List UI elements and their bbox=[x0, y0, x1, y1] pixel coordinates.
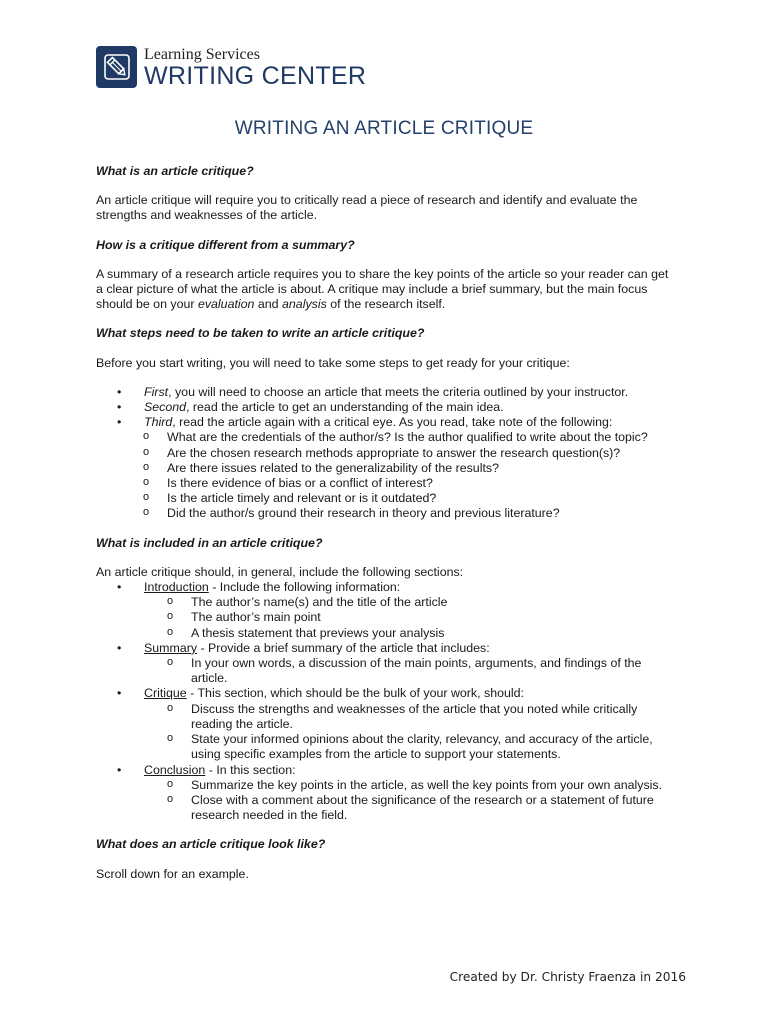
list-item bbox=[96, 415, 676, 521]
writing-center-logo bbox=[96, 46, 366, 90]
list-item: o State your informed opinions about the clarity, relevancy, and accuracy of the article, using specific examples from the article to support your statements. bbox=[96, 732, 676, 762]
step-lead: Third bbox=[144, 415, 173, 430]
part-text: - Include the following information: bbox=[208, 580, 401, 595]
document-title: WRITING AN ARTICLE CRITIQUE bbox=[234, 118, 534, 139]
list-item bbox=[96, 641, 676, 687]
part-name: Conclusion bbox=[144, 762, 206, 777]
paragraph: An article critique should, in general, include the following sections: bbox=[96, 564, 464, 579]
list-item bbox=[96, 385, 676, 400]
list-item bbox=[96, 400, 676, 415]
text-run: of the research itself. bbox=[326, 297, 446, 312]
sub-list bbox=[96, 778, 676, 824]
step-lead: Second bbox=[144, 400, 187, 415]
sections-list bbox=[96, 580, 676, 823]
paragraph: Scroll down for an example. bbox=[96, 866, 249, 881]
list-item: o A thesis statement that previews your analysis bbox=[96, 626, 676, 641]
part-name: Summary bbox=[144, 640, 198, 655]
list-item: o Is the article timely and relevant or is it outdated? bbox=[96, 491, 676, 506]
part-name: Critique bbox=[144, 686, 187, 701]
paragraph: An article critique will require you to critically read a piece of research and identify and evaluate the strengths and weaknesses of the article. bbox=[96, 193, 638, 223]
logo-top-text: Learning Services bbox=[144, 46, 260, 63]
step-lead: First bbox=[144, 384, 169, 399]
section-heading: How is a critique different from a summary? bbox=[96, 237, 355, 252]
step-text: , read the article to get an understanding of the main idea. bbox=[186, 400, 504, 415]
list-item: o The author’s name(s) and the title of the article bbox=[96, 595, 676, 610]
emphasis: evaluation bbox=[197, 297, 255, 312]
emphasis: analysis bbox=[282, 297, 327, 312]
list-item bbox=[96, 763, 676, 824]
list-item: o Close with a comment about the significance of the research or a statement of future research needed in the field. bbox=[96, 793, 676, 823]
list-item: o Are the chosen research methods appropriate to answer the research question(s)? bbox=[96, 446, 676, 461]
steps-list bbox=[96, 385, 676, 522]
text-run: and bbox=[254, 297, 283, 312]
step-text: , you will need to choose an article that meets the criteria outlined by your instructor. bbox=[168, 384, 629, 399]
part-name: Introduction bbox=[144, 580, 209, 595]
list-item: o Are there issues related to the generalizability of the results? bbox=[96, 461, 676, 476]
section-heading: What does an article critique look like? bbox=[96, 837, 326, 852]
list-item: o Discuss the strengths and weaknesses of the article that you noted while critically reading the article. bbox=[96, 702, 676, 732]
part-text: - Provide a brief summary of the article that includes: bbox=[197, 640, 490, 655]
list-item: o Did the author/s ground their research in theory and previous literature? bbox=[96, 506, 676, 521]
list-item: o Summarize the key points in the article, as well the key points from your own analysis. bbox=[96, 778, 676, 793]
section-heading: What is an article critique? bbox=[96, 164, 254, 178]
list-item: o In your own words, a discussion of the main points, arguments, and findings of the article. bbox=[96, 656, 676, 686]
text-run: A summary of a research article requires you to share the key points of the article so your reader can get a clear picture of what the article is about. A critique may include a brief summary, but the main focus should be on your bbox=[96, 266, 669, 312]
paragraph: Before you start writing, you will need to take some steps to get ready for your critique: bbox=[96, 355, 570, 370]
list-item bbox=[96, 686, 676, 762]
logo-wordmark bbox=[144, 46, 366, 89]
part-text: - In this section: bbox=[205, 762, 296, 777]
document-body bbox=[96, 164, 676, 896]
pencil-icon bbox=[96, 46, 137, 88]
section-heading: What is included in an article critique? bbox=[96, 535, 323, 550]
step-text: , read the article again with a critical eye. As you read, take note of the following: bbox=[172, 415, 613, 430]
sub-list bbox=[96, 595, 676, 641]
questions-list bbox=[96, 430, 676, 521]
paragraph bbox=[96, 267, 676, 313]
list-item: o What are the credentials of the author/s? Is the author qualified to write about the topic? bbox=[96, 430, 676, 445]
footer-credit: Created by Dr. Christy Fraenza in 2016 bbox=[449, 970, 686, 984]
section-heading: What steps need to be taken to write an article critique? bbox=[96, 326, 425, 341]
sub-list bbox=[96, 656, 676, 686]
sub-list bbox=[96, 702, 676, 763]
list-item: o Is there evidence of bias or a conflict of interest? bbox=[96, 476, 676, 491]
list-item: o The author’s main point bbox=[96, 610, 676, 625]
part-text: - This section, which should be the bulk of your work, should: bbox=[186, 686, 524, 701]
list-item bbox=[96, 580, 676, 641]
logo-main-text: WRITING CENTER bbox=[144, 62, 367, 90]
